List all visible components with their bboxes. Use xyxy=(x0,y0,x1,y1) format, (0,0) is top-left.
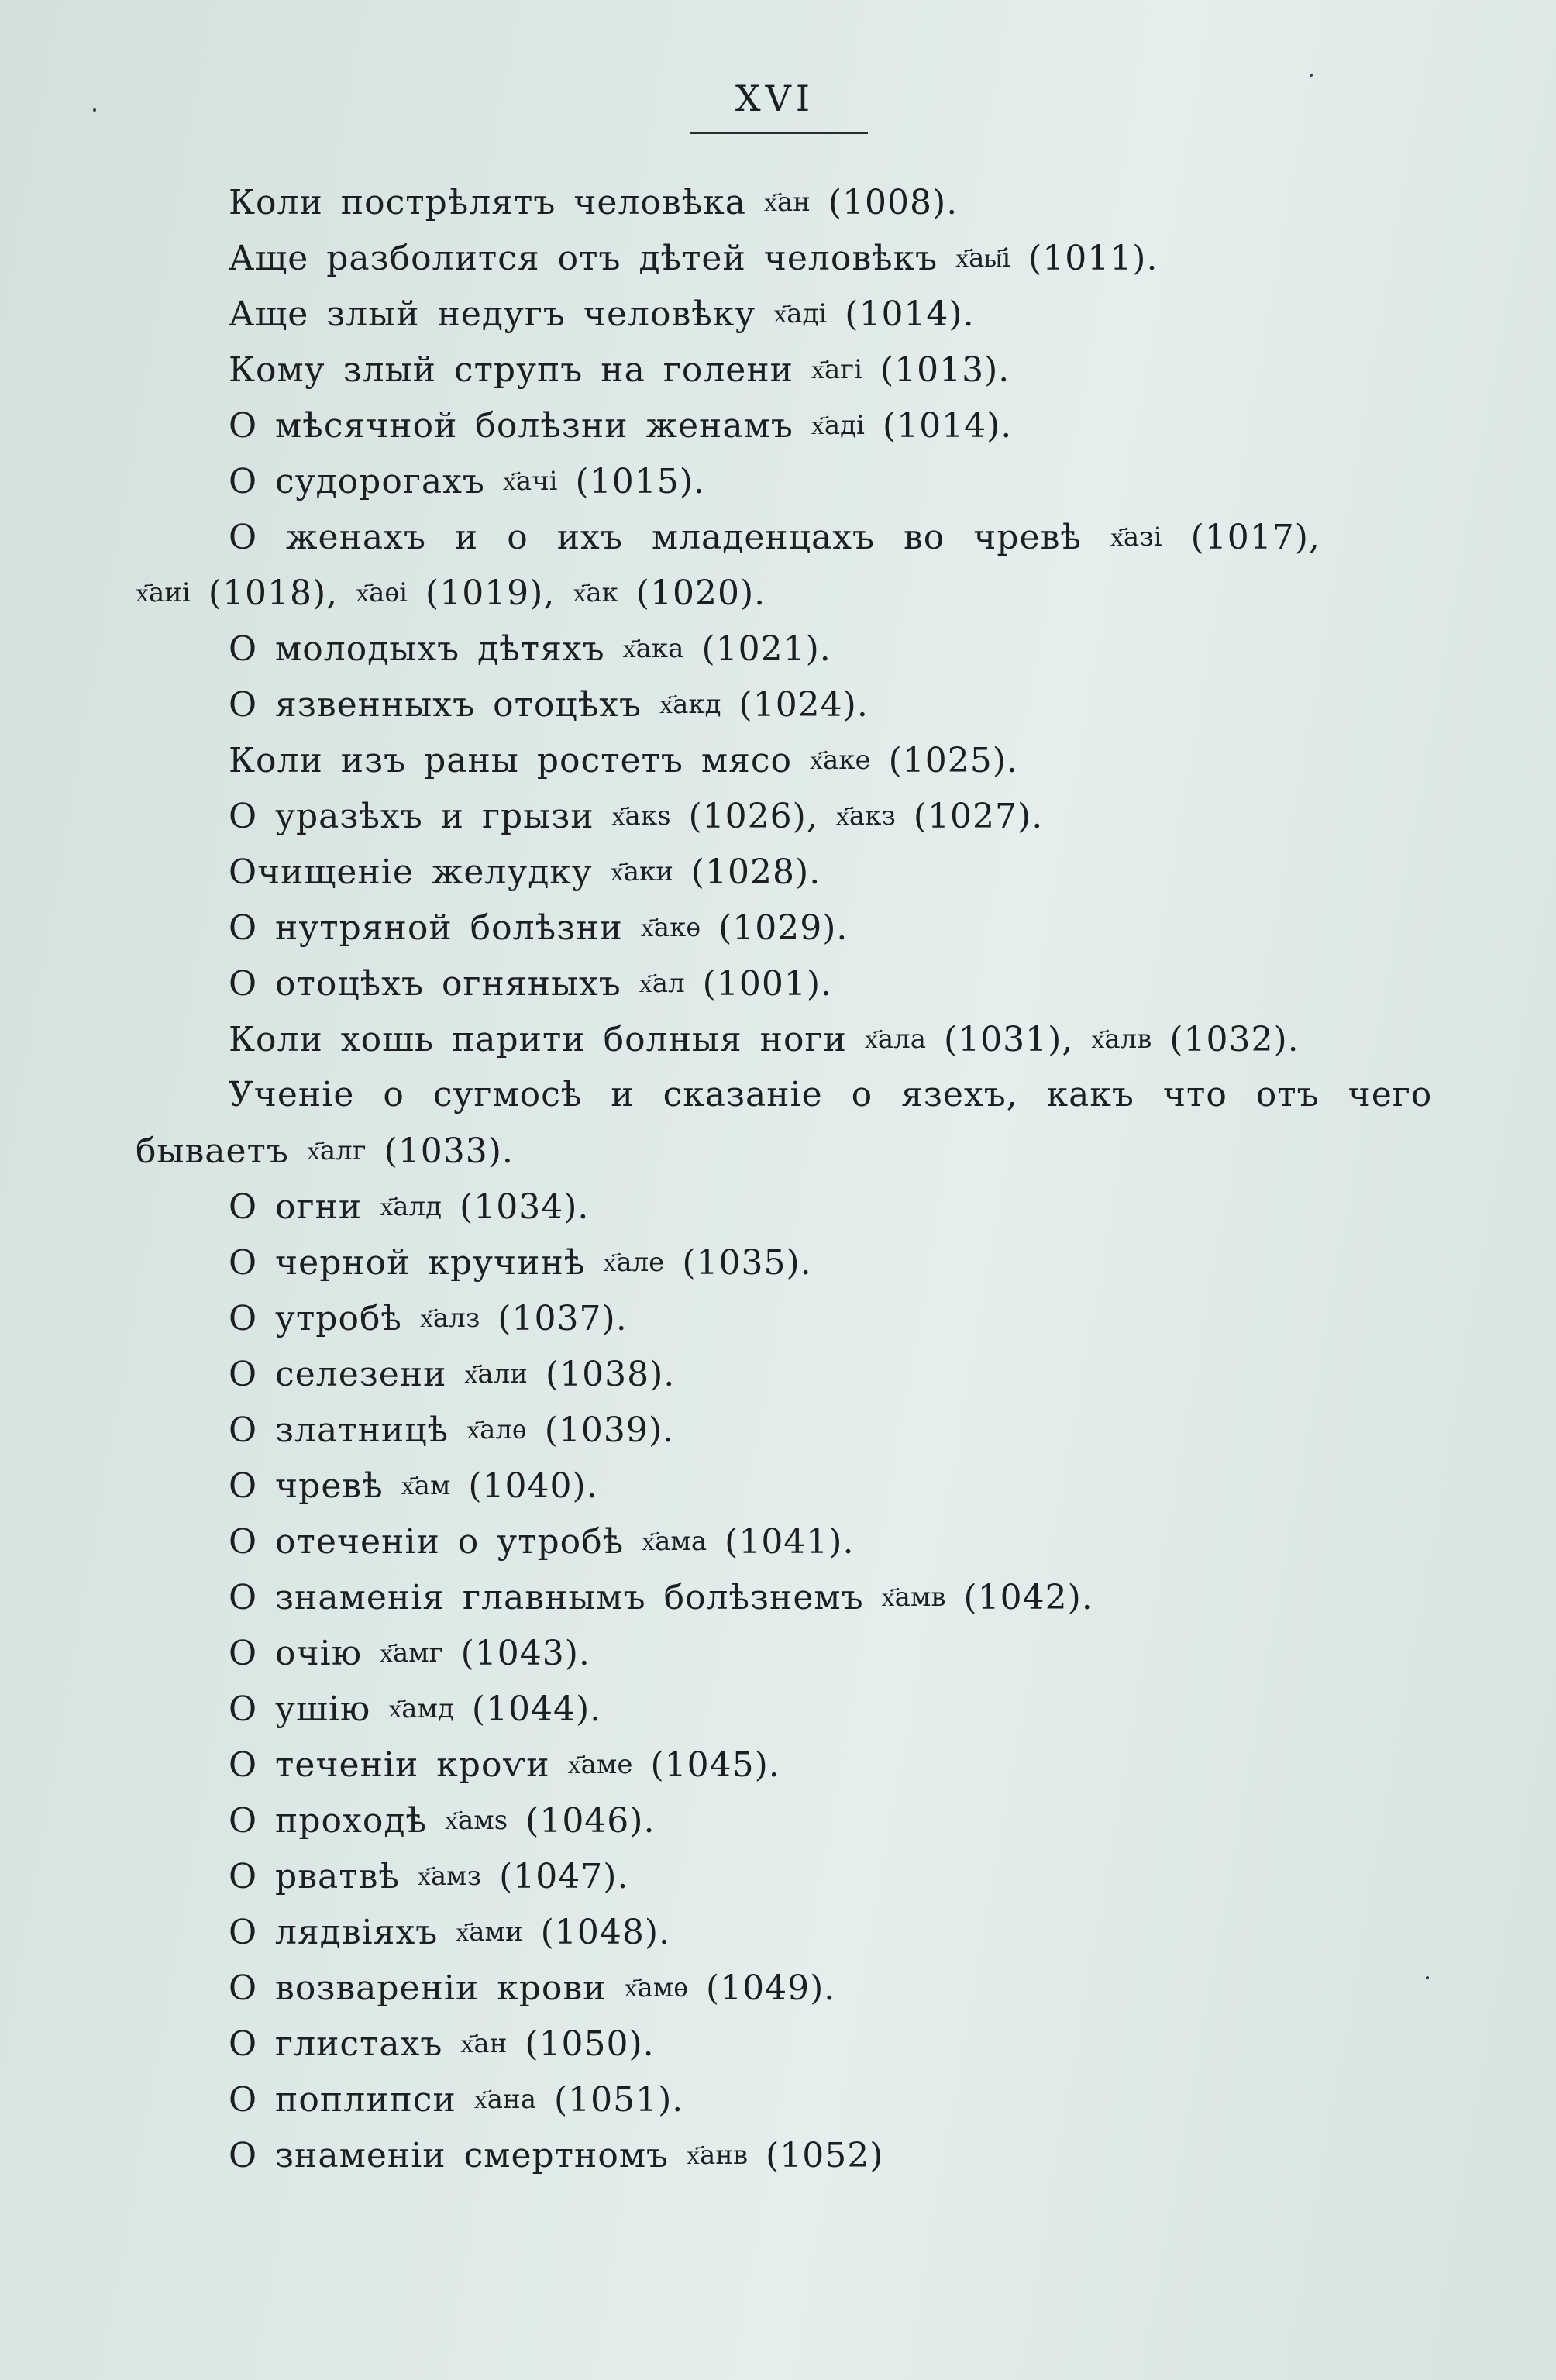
contents-entry xyxy=(136,1123,1484,1179)
contents-entry xyxy=(136,1290,1484,1346)
entry-number: (1025). xyxy=(888,741,1018,780)
entry-number: (1024). xyxy=(738,685,869,725)
folio-reference: х҃акд xyxy=(659,689,721,720)
entry-number: (1021). xyxy=(701,629,831,669)
entry-title: О молодыхъ дѣтяхъ xyxy=(229,629,605,669)
contents-entry xyxy=(136,1793,1484,1848)
folio-reference: х҃аѳі xyxy=(356,577,408,608)
entry-title: О утробѣ xyxy=(229,1299,402,1338)
entry-title: О очію xyxy=(229,1634,363,1673)
entry-title: О женахъ и о ихъ младенцахъ во чревѣ xyxy=(229,518,1082,557)
folio-reference: х҃аді xyxy=(773,298,828,329)
entry-number: (1027). xyxy=(913,797,1044,836)
entry-number: (1031), xyxy=(944,1020,1074,1059)
entry-number: (1014). xyxy=(882,406,1013,446)
entry-title: бываетъ xyxy=(136,1131,289,1171)
entry-title: О знаменія главнымъ болѣзнемъ xyxy=(229,1578,864,1617)
folio-reference: х҃ан xyxy=(763,187,811,218)
folio-reference: х҃ами xyxy=(456,1917,523,1948)
entry-title: Коли изъ раны ростетъ мясо xyxy=(229,741,792,780)
folio-reference: х҃амд xyxy=(388,1693,454,1724)
entry-number: (1026), xyxy=(688,797,818,836)
entry-number: (1049). xyxy=(706,1968,836,2008)
folio-reference: х҃али xyxy=(464,1359,528,1390)
entry-title: О ушію xyxy=(229,1689,371,1729)
entry-title: О отоцѣхъ огняныхъ xyxy=(229,964,621,1004)
folio-reference: х҃ал xyxy=(639,968,685,999)
contents-entry xyxy=(136,1625,1484,1681)
folio-reference: х҃алв xyxy=(1091,1024,1152,1055)
contents-entry xyxy=(136,677,1484,732)
entry-title: О селезени xyxy=(229,1355,447,1394)
folio-reference: х҃амг xyxy=(380,1638,443,1669)
folio-reference: х҃ам xyxy=(401,1470,451,1501)
entry-number: (1041). xyxy=(725,1522,855,1562)
entry-title: О златницѣ xyxy=(229,1410,449,1450)
contents-entry xyxy=(136,1067,1484,1123)
entry-title: О язвенныхъ отоцѣхъ xyxy=(229,685,642,725)
entry-number: (1032). xyxy=(1169,1020,1300,1059)
contents-entry xyxy=(136,788,1484,844)
entry-number: (1040). xyxy=(468,1466,598,1506)
folio-reference: х҃амѕ xyxy=(444,1805,508,1836)
contents-entry xyxy=(136,900,1484,956)
entry-number: (1011). xyxy=(1028,239,1158,278)
contents-entry xyxy=(136,956,1484,1011)
folio-reference: х҃аы҃і xyxy=(955,243,1011,274)
entry-number: (1013). xyxy=(880,350,1010,390)
folio-reference: х҃ак xyxy=(573,577,618,608)
entry-number: (1015). xyxy=(575,462,705,501)
folio-reference: х҃анв xyxy=(687,2140,749,2171)
entry-number: (1017), xyxy=(1190,518,1320,557)
entry-number: (1001). xyxy=(702,964,832,1004)
contents-entry xyxy=(136,1458,1484,1514)
entry-title: О теченіи кроѵи xyxy=(229,1745,550,1785)
contents-entry xyxy=(136,1235,1484,1290)
entry-number: (1042). xyxy=(963,1578,1093,1617)
entry-number: (1048). xyxy=(540,1913,670,1952)
entry-title: Ученіе о сугмосѣ и сказаніе о язехъ, какъ что отъ чего xyxy=(229,1075,1433,1114)
entry-title: О рватвѣ xyxy=(229,1857,400,1896)
folio-reference: х҃ама xyxy=(642,1526,707,1557)
contents-entry xyxy=(136,844,1484,900)
contents-entry xyxy=(136,1179,1484,1235)
entry-title: О черной кручинѣ xyxy=(229,1243,586,1283)
entry-number: (1038). xyxy=(545,1355,676,1394)
entry-number: (1044). xyxy=(471,1689,602,1729)
folio-reference: х҃аді xyxy=(811,410,865,441)
entry-title: Коли хошь парити болныя ноги xyxy=(229,1020,847,1059)
entry-title: Коли пострѣлятъ человѣка xyxy=(229,183,746,222)
entry-title: О огни xyxy=(229,1187,363,1227)
contents-entry xyxy=(136,174,1484,230)
entry-number: (1018), xyxy=(208,573,339,613)
entry-title: О отеченіи о утробѣ xyxy=(229,1522,625,1562)
folio-reference: х҃агі xyxy=(811,354,862,385)
paper-speck xyxy=(93,108,96,112)
contents-entry xyxy=(136,1011,1484,1067)
contents-entry xyxy=(136,1514,1484,1569)
contents-entry xyxy=(136,1681,1484,1737)
entry-number: (1035). xyxy=(682,1243,812,1283)
folio-reference: х҃ачі xyxy=(502,466,558,497)
entry-title: О уразѣхъ и грызи xyxy=(229,797,594,836)
page-number: XVI xyxy=(735,77,815,119)
folio-reference: х҃амз xyxy=(417,1861,482,1892)
entry-number: (1029). xyxy=(718,908,849,948)
entry-number: (1008). xyxy=(828,183,959,222)
entry-title: О глистахъ xyxy=(229,2024,443,2064)
contents-entry xyxy=(136,1960,1484,2016)
contents-entry xyxy=(136,2016,1484,2072)
entry-title: Кому злый струпъ на голени xyxy=(229,350,793,390)
entry-title: О чревѣ xyxy=(229,1466,384,1506)
entry-number: (1034). xyxy=(460,1187,590,1227)
entry-title: О поплипси xyxy=(229,2080,456,2120)
entry-title: О проходѣ xyxy=(229,1801,427,1841)
contents-entry xyxy=(136,1848,1484,1904)
folio-reference: х҃аке xyxy=(809,745,871,776)
folio-reference: х҃аиі xyxy=(136,577,191,608)
entry-number: (1043). xyxy=(460,1634,590,1673)
entry-number: (1019), xyxy=(425,573,556,613)
entry-number: (1033). xyxy=(384,1131,514,1171)
folio-reference: х҃алз xyxy=(419,1303,480,1334)
entry-title: О возвареніи крови xyxy=(229,1968,607,2008)
folio-reference: х҃акѳ xyxy=(640,912,701,943)
contents-entry xyxy=(136,453,1484,509)
folio-reference: х҃але xyxy=(603,1247,665,1278)
folio-reference: х҃алд xyxy=(380,1191,442,1222)
folio-reference: х҃алг xyxy=(306,1135,367,1166)
entry-title: Очищеніе желудку xyxy=(229,852,593,892)
entry-title: О нутряной болѣзни xyxy=(229,908,623,948)
entry-title: О мѣсячной болѣзни женамъ xyxy=(229,406,793,446)
entry-number: (1028). xyxy=(690,852,821,892)
contents-entry xyxy=(136,230,1484,286)
entry-title: Аще злый недугъ человѣку xyxy=(229,294,756,334)
paper-speck xyxy=(1310,74,1313,77)
folio-reference: х҃аме xyxy=(567,1749,633,1780)
paper-speck xyxy=(1426,1976,1429,1979)
entry-number: (1052) xyxy=(766,2136,884,2175)
folio-reference: х҃азі xyxy=(1110,522,1162,553)
header-rule xyxy=(690,132,868,134)
folio-reference: х҃амѳ xyxy=(624,1972,688,2003)
entry-number: (1045). xyxy=(650,1745,780,1785)
contents-entry xyxy=(136,2127,1484,2183)
entry-number: (1046). xyxy=(525,1801,656,1841)
folio-reference: х҃акз xyxy=(835,801,896,832)
contents-entry xyxy=(136,1402,1484,1458)
folio-reference: х҃акѕ xyxy=(611,801,671,832)
entry-title: О знаменіи смертномъ xyxy=(229,2136,670,2175)
contents-entry xyxy=(136,509,1484,565)
folio-reference: х҃аки xyxy=(610,856,673,887)
entry-number: (1020). xyxy=(635,573,766,613)
entry-title: О судорогахъ xyxy=(229,462,485,501)
entry-number: (1050). xyxy=(525,2024,655,2064)
contents-entry xyxy=(136,1569,1484,1625)
entry-number: (1037). xyxy=(497,1299,628,1338)
entry-number: (1014). xyxy=(845,294,975,334)
folio-reference: х҃ака xyxy=(622,633,684,664)
contents-entry xyxy=(136,2072,1484,2127)
contents-entry xyxy=(136,1737,1484,1793)
folio-reference: х҃ана xyxy=(473,2084,536,2115)
folio-reference: х҃ала xyxy=(864,1024,927,1055)
folio-reference: х҃амв xyxy=(881,1582,946,1613)
folio-reference: х҃алѳ xyxy=(466,1414,527,1445)
contents-entry xyxy=(136,565,1484,621)
contents-entry xyxy=(136,286,1484,342)
contents-entry xyxy=(136,342,1484,398)
contents-entry xyxy=(136,1346,1484,1402)
table-of-contents xyxy=(136,174,1484,2183)
entry-title: О лядвіяхъ xyxy=(229,1913,439,1952)
contents-entry xyxy=(136,398,1484,453)
entry-number: (1047). xyxy=(499,1857,629,1896)
contents-entry xyxy=(136,1904,1484,1960)
contents-entry xyxy=(136,732,1484,788)
entry-number: (1051). xyxy=(553,2080,684,2120)
entry-title: Аще разболится отъ дѣтей человѣкъ xyxy=(229,239,938,278)
folio-reference: х҃ан xyxy=(460,2028,508,2059)
entry-number: (1039). xyxy=(544,1410,675,1450)
contents-entry xyxy=(136,621,1484,677)
